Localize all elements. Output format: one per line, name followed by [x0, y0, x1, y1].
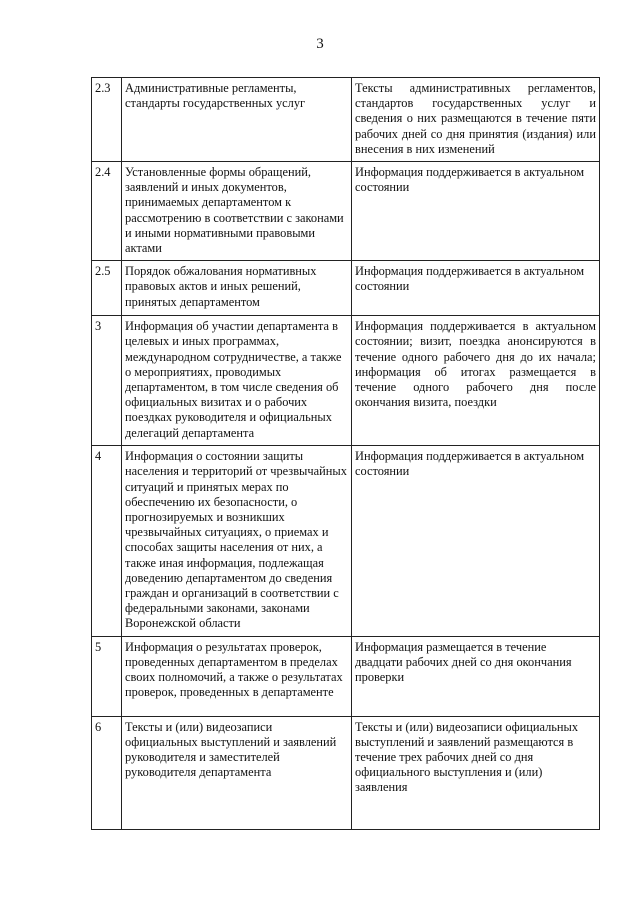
publication-term: Тексты административных регламентов, стандартов государственных услуг и сведения о них размещаются в течение пяти рабочих дней со дня принятия (издания) или внесения в них изменений [352, 78, 600, 162]
publication-term: Информация поддерживается в актуальном состоянии [352, 162, 600, 261]
table-row [92, 716, 600, 829]
table-row [92, 446, 600, 636]
info-category: Административные регламенты, стандарты государственных услуг [122, 78, 352, 162]
row-number: 5 [92, 636, 122, 716]
row-number: 3 [92, 316, 122, 446]
info-category: Информация о результатах проверок, проведенных департаментом в пределах своих полномочий, а также о результатах проверок, проведенных в департаменте [122, 636, 352, 716]
row-number: 2.4 [92, 162, 122, 261]
row-number: 6 [92, 716, 122, 829]
publication-term: Информация размещается в течение двадцати рабочих дней со дня окончания проверки [352, 636, 600, 716]
publication-term: Тексты и (или) видеозаписи официальных выступлений и заявлений размещаются в течение трех рабочих дней со дня официального выступления и (или) заявления [352, 716, 600, 829]
table-row [92, 261, 600, 316]
info-category: Информация о состоянии защиты населения и территорий от чрезвычайных ситуаций и принятых мерах по обеспечению их безопасности, о прогнозируемых и возникших чрезвычайных ситуациях, о приемах и способах защиты населения от них, а также иная информация, подлежащая доведению департаментом до сведения граждан и организаций в соответствии с федеральными законами, законами Воронежской области [122, 446, 352, 636]
publication-table [91, 77, 600, 830]
table-row [92, 316, 600, 446]
row-number: 4 [92, 446, 122, 636]
table-row [92, 78, 600, 162]
publication-term: Информация поддерживается в актуальном состоянии; визит, поездка анонсируются в течение одного рабочего дня до их начала; информация об итогах размещается в течение одного рабочего дня после окончания визита, поездки [352, 316, 600, 446]
publication-term: Информация поддерживается в актуальном состоянии [352, 446, 600, 636]
table-row [92, 162, 600, 261]
info-category: Тексты и (или) видеозаписи официальных выступлений и заявлений руководителя и заместителей руководителя департамента [122, 716, 352, 829]
info-category: Информация об участии департамента в целевых и иных программах, международном сотрудничестве, а также о мероприятиях, проводимых департаментом, в том числе сведения об официальных визитах и о рабочих поездках руководителя и официальных делегаций департамента [122, 316, 352, 446]
row-number: 2.5 [92, 261, 122, 316]
page-number: 3 [316, 36, 324, 52]
publication-term: Информация поддерживается в актуальном состоянии [352, 261, 600, 316]
info-category: Установленные формы обращений, заявлений и иных документов, принимаемых департаментом к рассмотрению в соответствии с законами и иными нормативными правовыми актами [122, 162, 352, 261]
info-category: Порядок обжалования нормативных правовых актов и иных решений, принятых департаментом [122, 261, 352, 316]
table-row [92, 636, 600, 716]
row-number: 2.3 [92, 78, 122, 162]
